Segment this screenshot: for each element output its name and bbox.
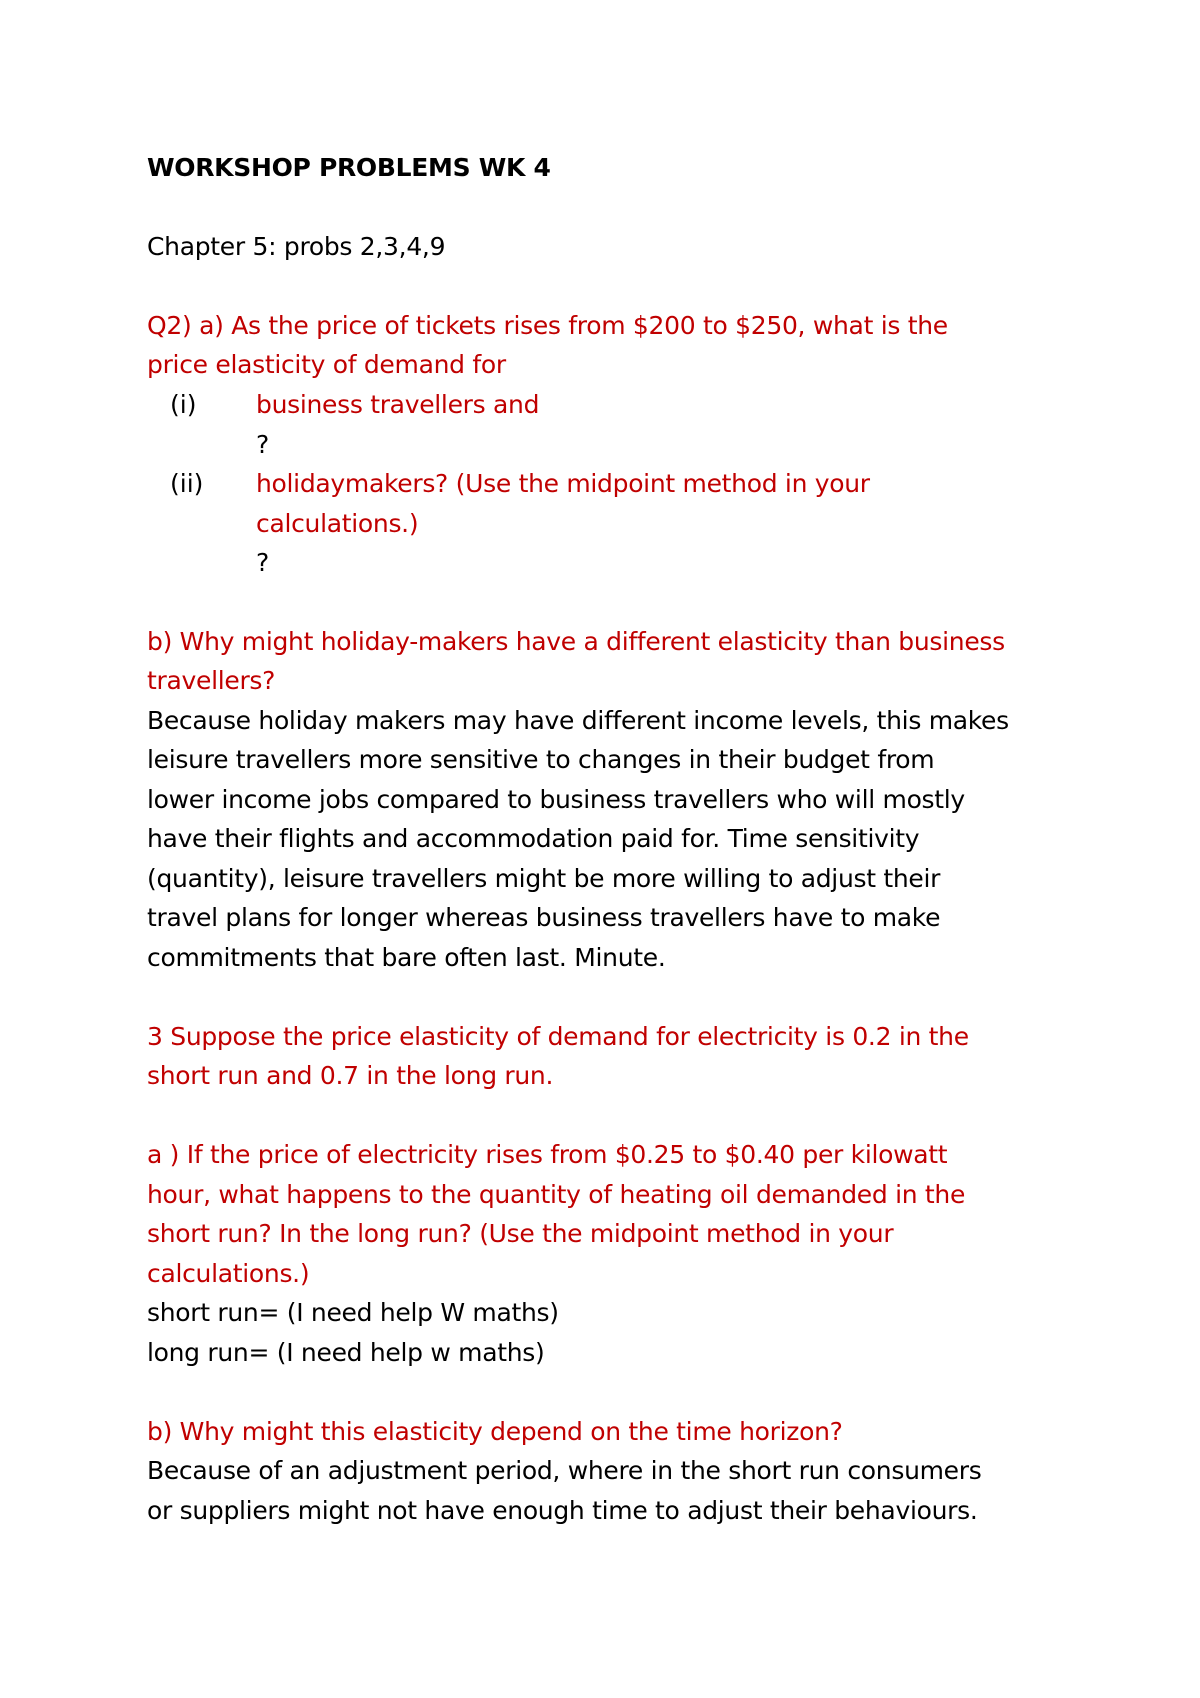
q2-intro-line-1: Q2) a) As the price of tickets rises from $200 to $250, what is the xyxy=(147,311,948,340)
q2-b-answer-line-1: Because holiday makers may have different income levels, this makes xyxy=(147,706,1009,735)
q3-a-answer-short-run: short run= (I need help W maths) xyxy=(147,1298,559,1327)
q2-b-answer-line-2: leisure travellers more sensitive to changes in their budget from xyxy=(147,745,935,774)
document-title: WORKSHOP PROBLEMS WK 4 xyxy=(147,153,551,182)
q2-b-answer-line-3: lower income jobs compared to business travellers who will mostly xyxy=(147,785,965,814)
q2-b-question-line-2: travellers? xyxy=(147,666,276,695)
q3-a-question-line-4: calculations.) xyxy=(147,1259,310,1288)
q2-item-ii-label: (ii) xyxy=(170,469,204,498)
q2-item-i-answer: ? xyxy=(256,430,269,459)
q2-item-i-label: (i) xyxy=(170,390,197,419)
q2-b-answer-line-4: have their flights and accommodation paid for. Time sensitivity xyxy=(147,824,920,853)
q2-intro-line-2: price elasticity of demand for xyxy=(147,350,506,379)
q2-item-ii-text-2: calculations.) xyxy=(256,509,419,538)
q2-item-ii-answer: ? xyxy=(256,548,269,577)
q3-intro-line-1: 3 Suppose the price elasticity of demand for electricity is 0.2 in the xyxy=(147,1022,969,1051)
q3-intro-line-2: short run and 0.7 in the long run. xyxy=(147,1061,554,1090)
q2-b-answer-line-6: travel plans for longer whereas business travellers have to make xyxy=(147,903,941,932)
q2-item-i-text: business travellers and xyxy=(256,390,540,419)
q2-item-ii-text: holidaymakers? (Use the midpoint method in your xyxy=(256,469,870,498)
q2-b-question-line-1: b) Why might holiday-makers have a different elasticity than business xyxy=(147,627,1005,656)
q3-b-question: b) Why might this elasticity depend on the time horizon? xyxy=(147,1417,843,1446)
q3-a-question-line-3: short run? In the long run? (Use the midpoint method in your xyxy=(147,1219,894,1248)
q3-b-answer-line-1: Because of an adjustment period, where in the short run consumers xyxy=(147,1456,982,1485)
chapter-reference: Chapter 5: probs 2,3,4,9 xyxy=(147,232,446,261)
q2-b-answer-line-5: (quantity), leisure travellers might be more willing to adjust their xyxy=(147,864,941,893)
q3-b-answer-line-2: or suppliers might not have enough time to adjust their behaviours. xyxy=(147,1496,978,1525)
q3-a-question-line-1: a ) If the price of electricity rises from $0.25 to $0.40 per kilowatt xyxy=(147,1140,948,1169)
q3-a-answer-long-run: long run= (I need help w maths) xyxy=(147,1338,545,1367)
q3-a-question-line-2: hour, what happens to the quantity of heating oil demanded in the xyxy=(147,1180,966,1209)
q2-b-answer-line-7: commitments that bare often last. Minute. xyxy=(147,943,666,972)
